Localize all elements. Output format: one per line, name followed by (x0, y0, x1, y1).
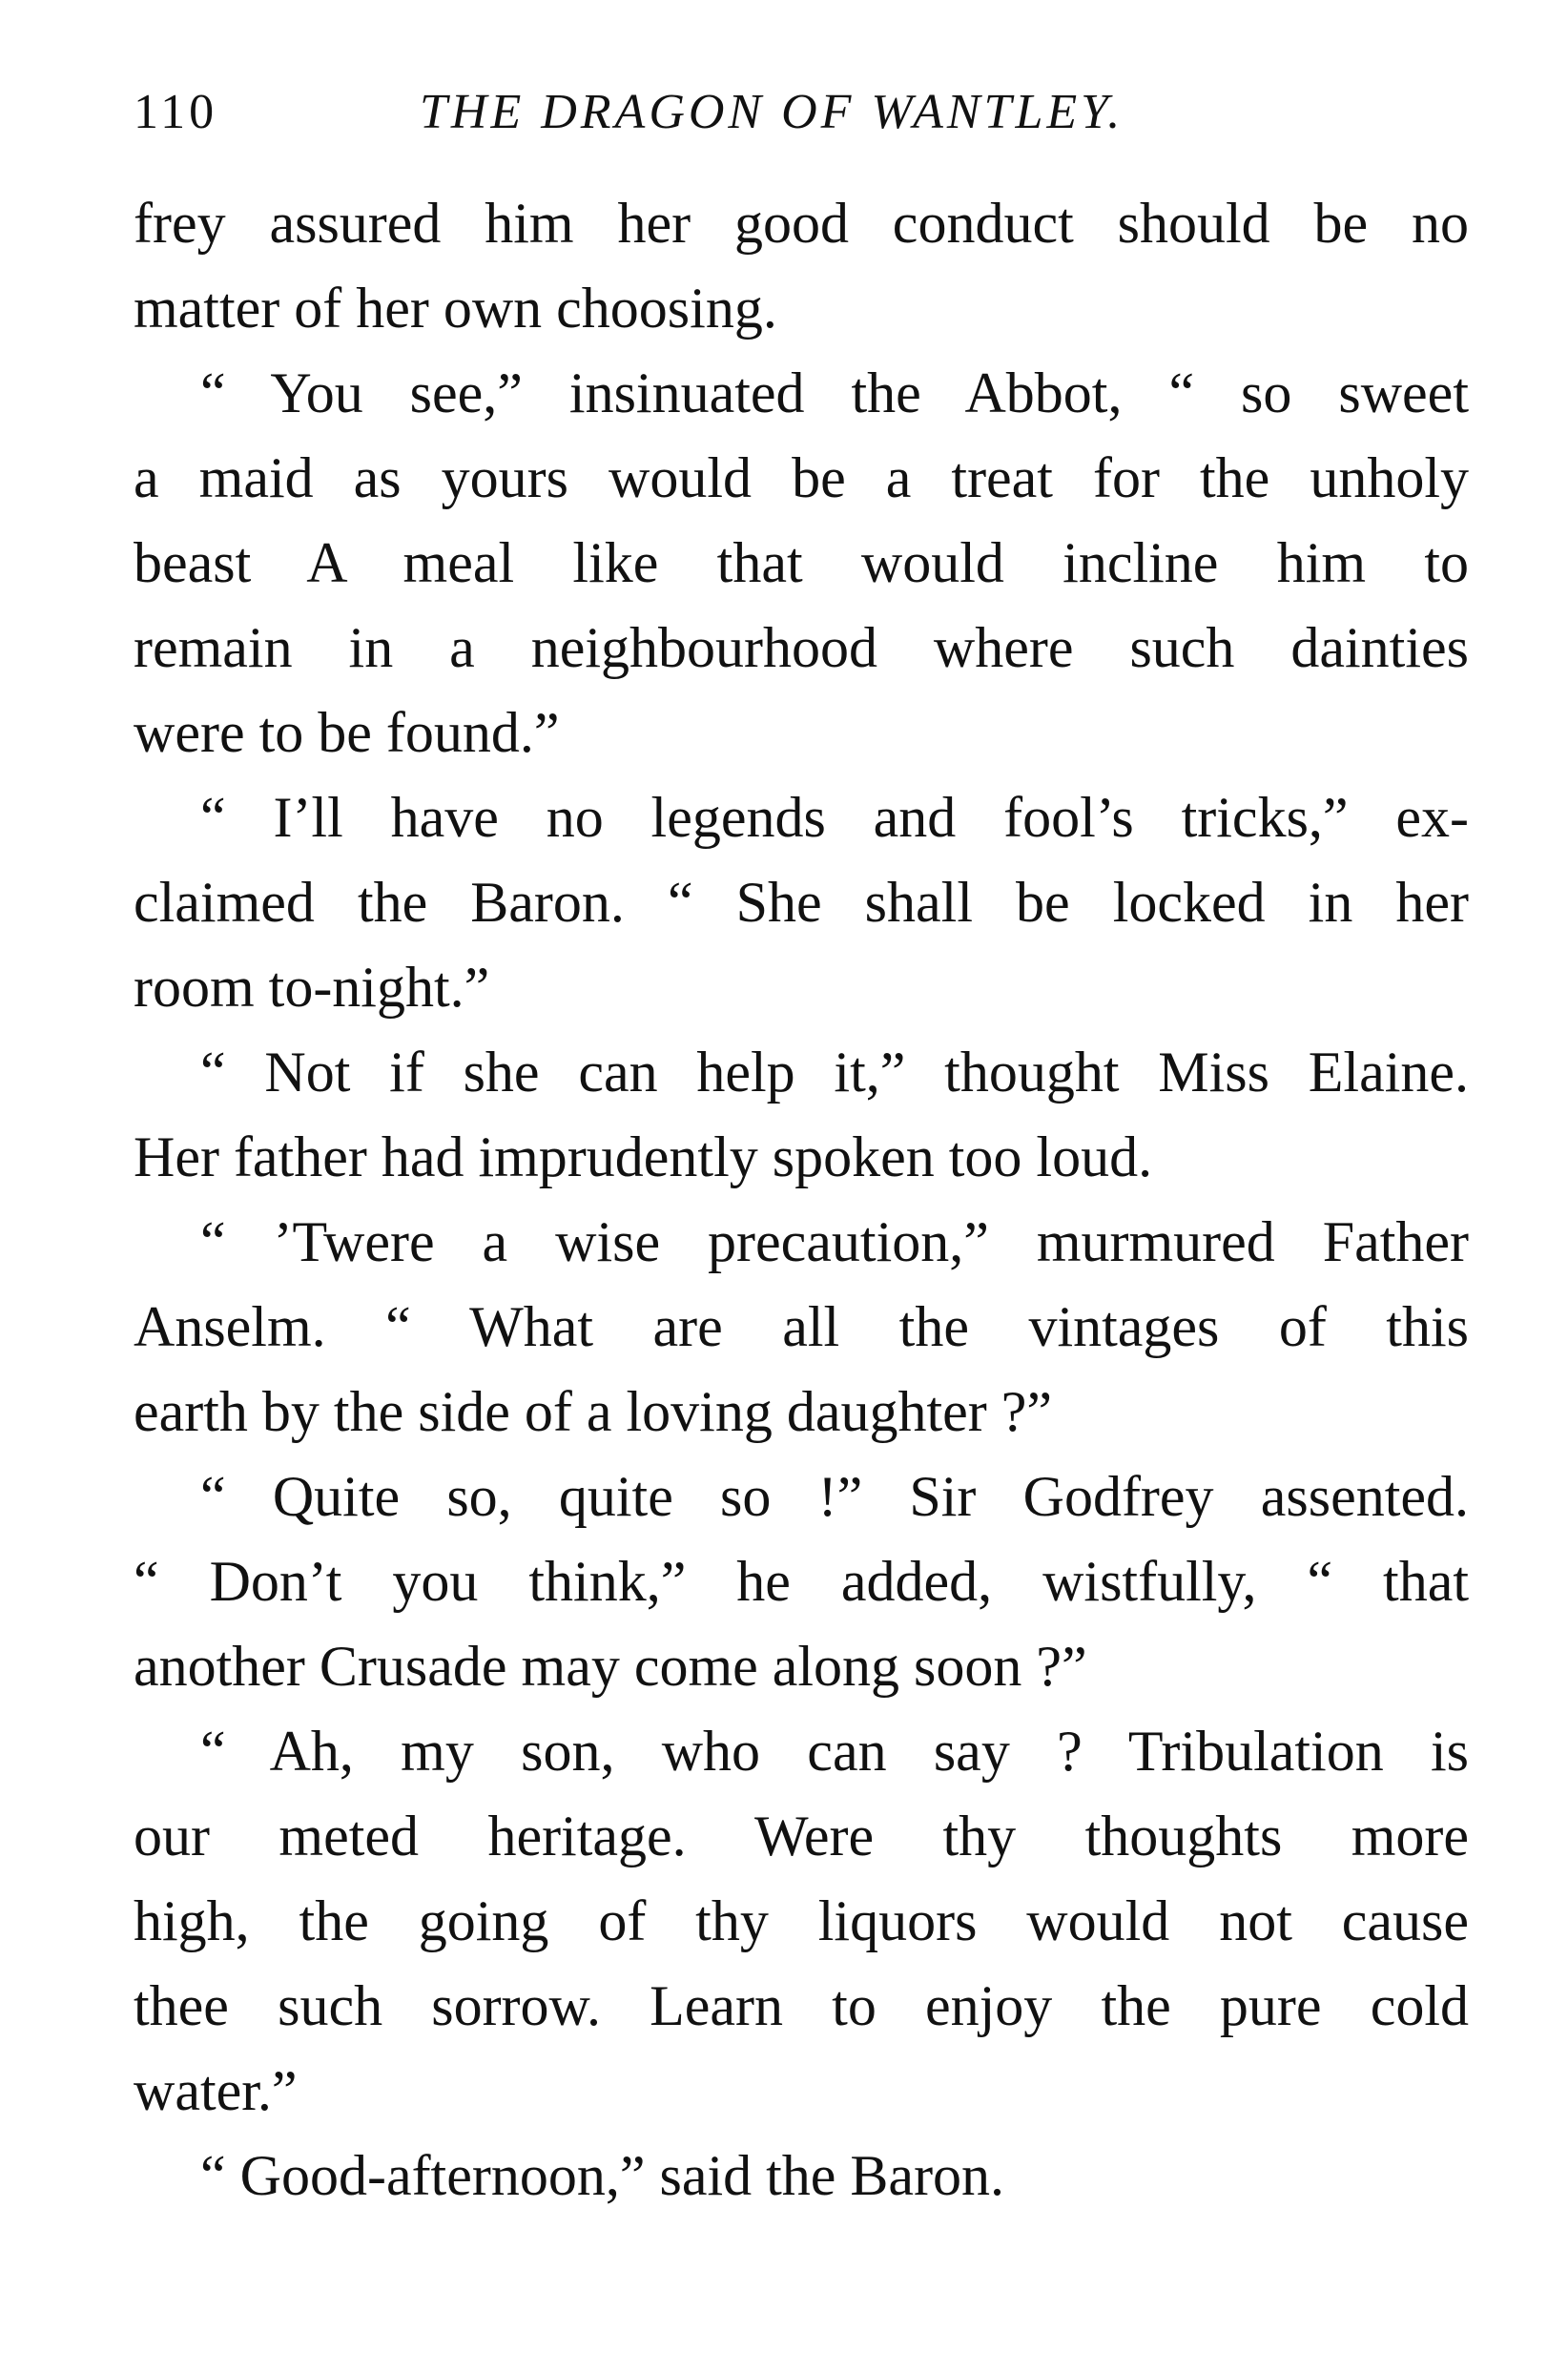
text-line: “ I’ll have no legends and fool’s tricks,” ex- (200, 786, 1469, 849)
text-line: room to-night.” (134, 956, 490, 1019)
text-line: “ Good-afternoon,” said the Baron. (200, 2144, 1005, 2207)
text-line: “ You see,” insinuated the Abbot, “ so sweet (200, 361, 1469, 424)
body-text (134, 181, 1469, 2218)
text-line: our meted heritage. Were thy thoughts more (134, 1805, 1469, 1867)
text-line: “ Quite so, quite so !” Sir Godfrey assented. (200, 1465, 1469, 1528)
text-line: were to be found.” (134, 701, 560, 764)
text-line: “ Not if she can help it,” thought Miss Elaine. (200, 1041, 1469, 1104)
text-line: matter of her own choosing. (134, 277, 777, 340)
text-line: high, the going of thy liquors would not cause (134, 1889, 1469, 1952)
text-line: thee such sorrow. Learn to enjoy the pure cold (134, 1974, 1469, 2037)
text-line: remain in a neighbourhood where such dainties (134, 616, 1469, 679)
text-line: claimed the Baron. “ She shall be locked in her (134, 871, 1469, 934)
text-line: “ ’Twere a wise precaution,” murmured Father (200, 1210, 1469, 1273)
running-title: THE DRAGON OF WANTLEY. (420, 85, 1124, 139)
text-line: “ Don’t you think,” he added, wistfully, “ that (134, 1550, 1469, 1613)
text-line: a maid as yours would be a treat for the unholy (134, 446, 1469, 509)
text-line: water.” (134, 2059, 298, 2122)
page-number: 110 (134, 85, 218, 139)
text-line: Her father had imprudently spoken too loud. (134, 1125, 1153, 1188)
text-line: another Crusade may come along soon ?” (134, 1635, 1087, 1698)
text-line: frey assured him her good conduct should be no (134, 192, 1469, 255)
text-line: Anselm. “ What are all the vintages of this (134, 1295, 1469, 1358)
text-line: “ Ah, my son, who can say ? Tribulation is (200, 1720, 1469, 1783)
text-line: earth by the side of a loving daughter ?” (134, 1380, 1052, 1443)
page-header (134, 74, 1469, 151)
text-line: beast A meal like that would incline him to (134, 531, 1469, 594)
